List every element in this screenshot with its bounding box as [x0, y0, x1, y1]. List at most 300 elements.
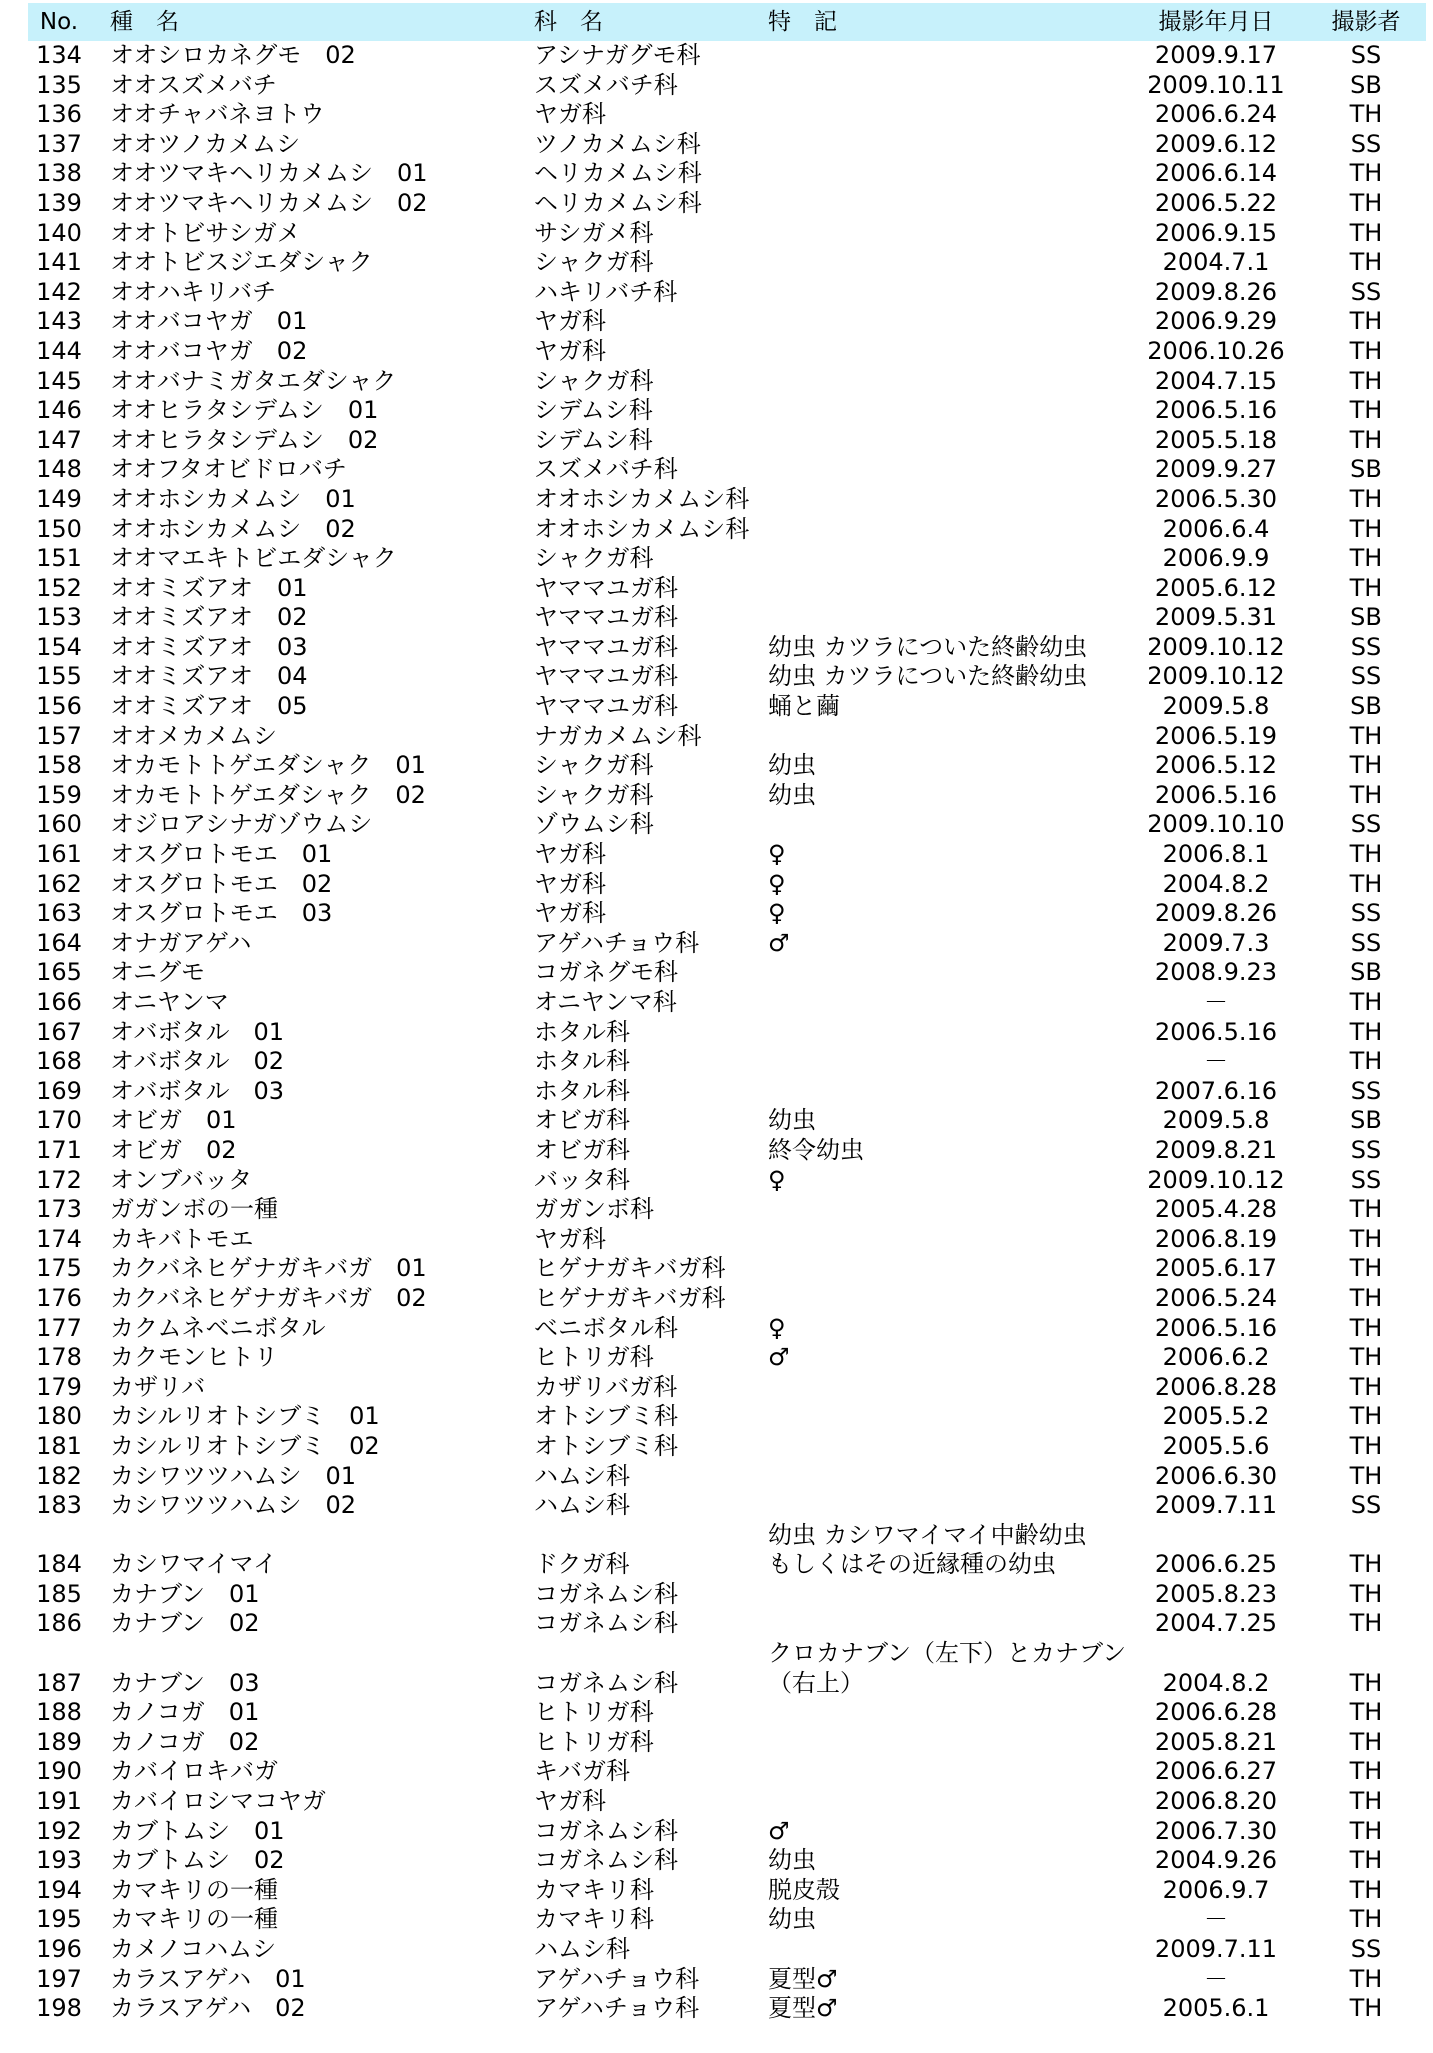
table-row [28, 603, 1426, 633]
cell-date: － [1204, 1964, 1228, 1993]
table-row [28, 1195, 1426, 1225]
cell-family-name: ヒゲナガキバガ科 [534, 1254, 726, 1283]
cell-date: 2005.5.2 [1162, 1402, 1270, 1431]
cell-species-name: カクムネベニボタル [110, 1313, 326, 1342]
cell-family-name: カマキリ科 [534, 1905, 654, 1934]
cell-photographer: TH [1349, 159, 1383, 188]
cell-photographer: TH [1349, 188, 1383, 217]
table-row [28, 307, 1426, 337]
table-row [28, 189, 1426, 219]
table-row [28, 278, 1426, 308]
cell-photographer: TH [1349, 1254, 1383, 1283]
table-row [28, 781, 1426, 811]
cell-no: 187 [36, 1668, 82, 1697]
cell-family-name: ホタル科 [534, 1017, 630, 1046]
cell-photographer: TH [1349, 100, 1383, 129]
cell-species-name: オオトビスジエダシャク [110, 248, 373, 277]
cell-date: 2004.7.25 [1154, 1609, 1278, 1638]
cell-species-name: オオミズアオ 02 [110, 603, 308, 632]
cell-date: 2009.6.12 [1154, 129, 1278, 158]
cell-date: 2006.6.4 [1162, 514, 1270, 543]
cell-photographer: SS [1350, 1935, 1382, 1963]
table-row [28, 929, 1426, 959]
table-row [28, 633, 1426, 663]
table-row [28, 1166, 1426, 1196]
cell-species-name: オバボタル 02 [110, 1047, 285, 1076]
cell-no: 153 [36, 603, 82, 632]
table-row [28, 1698, 1426, 1728]
cell-photographer: SB [1350, 1106, 1382, 1135]
cell-note-line2: （右上） [768, 1668, 864, 1697]
cell-note: 幼虫 [768, 1905, 816, 1934]
cell-family-name: シャクガ科 [534, 366, 654, 395]
table-row [28, 870, 1426, 900]
cell-family-name: ヒトリガ科 [534, 1343, 654, 1372]
cell-photographer: TH [1349, 1994, 1383, 2023]
table-row [28, 1402, 1426, 1432]
cell-species-name: カノコガ 02 [110, 1727, 260, 1756]
cell-date: 2006.8.20 [1154, 1787, 1278, 1816]
cell-species-name: カメノコハムシ [110, 1935, 277, 1963]
cell-family-name: シャクガ科 [534, 544, 654, 573]
cell-photographer: TH [1349, 396, 1383, 425]
cell-family-name: キバガ科 [534, 1757, 630, 1786]
cell-note: 夏型♂ [768, 1964, 838, 1993]
table-row [28, 1580, 1426, 1610]
table-row [28, 662, 1426, 692]
cell-date: 2006.9.9 [1162, 544, 1270, 573]
cell-date: 2006.5.16 [1154, 1313, 1278, 1342]
table-row [28, 1728, 1426, 1758]
cell-no: 142 [36, 277, 82, 306]
cell-photographer: TH [1349, 1816, 1383, 1845]
cell-date: 2006.6.14 [1154, 159, 1278, 188]
table-row [28, 840, 1426, 870]
cell-species-name: オオスズメバチ [110, 70, 277, 99]
cell-family-name: シャクガ科 [534, 751, 654, 780]
cell-no: 145 [36, 366, 82, 395]
cell-date: 2009.5.8 [1162, 692, 1270, 721]
cell-family-name: ヤママユガ科 [534, 692, 678, 721]
cell-no: 192 [36, 1816, 82, 1845]
cell-date: 2006.6.25 [1154, 1550, 1278, 1579]
cell-no: 172 [36, 1165, 82, 1194]
cell-note: 終令幼虫 [768, 1135, 864, 1164]
cell-species-name: カシワツツハムシ 02 [110, 1491, 357, 1520]
cell-photographer: TH [1349, 1698, 1383, 1727]
cell-species-name: ガガンボの一種 [110, 1195, 278, 1224]
cell-species-name: オカモトトゲエダシャク 02 [110, 780, 426, 809]
cell-photographer: SS [1350, 1135, 1382, 1164]
cell-photographer: TH [1349, 1668, 1383, 1697]
cell-family-name: ツノカメムシ科 [534, 129, 701, 158]
cell-note: クロカナブン（左下）とカナブン [768, 1639, 1127, 1668]
cell-date: 2007.6.16 [1154, 1076, 1278, 1105]
table-row [28, 1994, 1426, 2024]
cell-no: 152 [36, 573, 82, 602]
table-row [28, 515, 1426, 545]
cell-no: 173 [36, 1195, 82, 1224]
cell-no: 151 [36, 544, 82, 573]
cell-photographer: TH [1349, 1195, 1383, 1224]
cell-no: 137 [36, 129, 82, 158]
cell-family-name: ヘリカメムシ科 [534, 188, 702, 217]
cell-family-name: ベニボタル科 [534, 1313, 678, 1342]
cell-date: 2004.7.1 [1162, 248, 1270, 277]
cell-species-name: カシワマイマイ [110, 1550, 278, 1579]
cell-note: 夏型♂ [768, 1994, 838, 2023]
cell-no: 144 [36, 336, 82, 365]
cell-species-name: オオミズアオ 05 [110, 692, 308, 721]
cell-no: 178 [36, 1343, 82, 1372]
cell-note-line2: もしくはその近縁種の幼虫 [768, 1550, 1056, 1579]
cell-family-name: ハムシ科 [534, 1461, 630, 1490]
cell-note: ♂ [768, 1816, 790, 1845]
cell-species-name: オオバコヤガ 02 [110, 336, 308, 365]
cell-no: 146 [36, 396, 82, 425]
cell-family-name: オオホシカメムシ科 [534, 484, 750, 513]
cell-no: 175 [36, 1254, 82, 1283]
cell-species-name: オスグロトモエ 02 [110, 869, 333, 898]
cell-no: 134 [36, 41, 82, 69]
cell-date: 2009.7.11 [1154, 1491, 1278, 1520]
cell-note: 蛹と繭 [768, 692, 840, 721]
table-row [28, 1373, 1426, 1403]
cell-family-name: ヤママユガ科 [534, 603, 678, 632]
cell-species-name: カナブン 02 [110, 1609, 260, 1638]
table-row [28, 159, 1426, 189]
cell-family-name: カザリバガ科 [534, 1372, 678, 1401]
table-row [28, 1609, 1426, 1639]
cell-no: 170 [36, 1106, 82, 1135]
cell-family-name: ヤママユガ科 [534, 662, 678, 691]
cell-species-name: オオツマキヘリカメムシ 02 [110, 188, 428, 217]
cell-species-name: オオメカメムシ [110, 721, 278, 750]
cell-family-name: シデムシ科 [534, 425, 653, 454]
cell-date: 2006.6.27 [1154, 1757, 1278, 1786]
cell-date: 2005.8.23 [1154, 1579, 1278, 1608]
cell-family-name: ナガカメムシ科 [534, 721, 702, 750]
cell-no: 164 [36, 928, 82, 957]
cell-photographer: TH [1349, 1224, 1383, 1253]
cell-date: 2009.10.11 [1147, 70, 1285, 99]
cell-note: ♂ [768, 1343, 790, 1372]
cell-photographer: TH [1349, 1905, 1383, 1934]
cell-species-name: カクバネヒゲナガキバガ 01 [110, 1254, 427, 1283]
cell-date: 2005.5.18 [1154, 425, 1278, 454]
cell-no: 156 [36, 692, 82, 721]
cell-photographer: TH [1349, 1579, 1383, 1608]
table-row [28, 1905, 1426, 1935]
cell-family-name: ヤガ科 [534, 869, 606, 898]
cell-no: 163 [36, 899, 82, 928]
table-row [28, 485, 1426, 515]
cell-note: 脱皮殻 [768, 1875, 840, 1904]
cell-note: 幼虫 カシワマイマイ中齢幼虫 [768, 1520, 1087, 1549]
cell-no: 148 [36, 455, 82, 484]
cell-date: － [1204, 1905, 1228, 1934]
cell-date: 2009.10.12 [1147, 1165, 1285, 1194]
cell-no: 180 [36, 1402, 82, 1431]
table-row [28, 1343, 1426, 1373]
table-row [28, 71, 1426, 101]
cell-photographer: TH [1349, 1047, 1383, 1076]
cell-family-name: コガネムシ科 [534, 1609, 678, 1638]
table-row [28, 130, 1426, 160]
table-row [28, 1077, 1426, 1107]
cell-date: 2006.5.19 [1154, 721, 1278, 750]
table-row [28, 1106, 1426, 1136]
cell-note: ♀ [768, 899, 786, 928]
table-row [28, 722, 1426, 752]
cell-no: 150 [36, 514, 82, 543]
cell-species-name: オスグロトモエ 01 [110, 840, 333, 869]
cell-no: 185 [36, 1579, 82, 1608]
table-row [28, 337, 1426, 367]
table-row [28, 1639, 1426, 1698]
cell-species-name: オオホシカメムシ 01 [110, 484, 356, 513]
cell-family-name: ヒトリガ科 [534, 1698, 654, 1727]
table-row [28, 455, 1426, 485]
table-row [28, 1521, 1426, 1580]
cell-no: 166 [36, 988, 82, 1016]
cell-family-name: スズメバチ科 [534, 70, 678, 99]
cell-species-name: カザリバ [110, 1372, 206, 1401]
cell-no: 186 [36, 1609, 82, 1638]
cell-date: 2008.9.23 [1154, 958, 1278, 987]
cell-date: 2009.5.31 [1154, 603, 1278, 632]
cell-date: 2005.6.17 [1154, 1254, 1278, 1283]
cell-photographer: TH [1349, 573, 1383, 602]
table-row [28, 751, 1426, 781]
cell-no: 191 [36, 1787, 82, 1816]
cell-no: 169 [36, 1076, 82, 1105]
cell-family-name: ヤママユガ科 [534, 573, 678, 602]
cell-photographer: TH [1349, 366, 1383, 395]
cell-species-name: オオツマキヘリカメムシ 01 [110, 159, 428, 188]
cell-date: 2005.4.28 [1154, 1195, 1278, 1224]
cell-family-name: コガネムシ科 [534, 1846, 678, 1875]
table-row [28, 1817, 1426, 1847]
table-row [28, 899, 1426, 929]
cell-no: 162 [36, 869, 82, 898]
cell-species-name: カナブン 01 [110, 1579, 260, 1608]
cell-note: 幼虫 [768, 751, 816, 780]
cell-photographer: SS [1350, 129, 1382, 158]
cell-note: ♂ [768, 928, 790, 957]
cell-family-name: オトシブミ科 [534, 1402, 678, 1431]
cell-date: 2009.9.17 [1154, 41, 1278, 69]
table-row [28, 988, 1426, 1018]
cell-photographer: SB [1350, 958, 1382, 987]
cell-species-name: オニヤンマ [110, 988, 229, 1016]
cell-family-name: スズメバチ科 [534, 455, 678, 484]
cell-date: 2005.5.6 [1162, 1431, 1270, 1460]
cell-date: 2004.9.26 [1154, 1846, 1278, 1875]
cell-date: 2006.8.19 [1154, 1224, 1278, 1253]
cell-family-name: コガネムシ科 [534, 1579, 678, 1608]
cell-no: 171 [36, 1135, 82, 1164]
cell-species-name: カキバトモエ [110, 1224, 254, 1253]
cell-no: 139 [36, 188, 82, 217]
cell-species-name: カブトムシ 01 [110, 1816, 285, 1845]
cell-species-name: オカモトトゲエダシャク 01 [110, 751, 426, 780]
table-row [28, 1314, 1426, 1344]
cell-family-name: アゲハチョウ科 [534, 1964, 700, 1993]
table-row [28, 367, 1426, 397]
cell-species-name: カシワツツハムシ 01 [110, 1461, 357, 1490]
cell-no: 140 [36, 218, 82, 247]
cell-photographer: TH [1349, 514, 1383, 543]
cell-date: 2006.6.2 [1162, 1343, 1270, 1372]
cell-no: 190 [36, 1757, 82, 1786]
cell-photographer: SS [1350, 899, 1382, 928]
cell-date: 2006.5.24 [1154, 1283, 1278, 1312]
cell-family-name: アゲハチョウ科 [534, 1994, 700, 2023]
cell-family-name: ヤママユガ科 [534, 632, 678, 661]
cell-species-name: オオマエキトビエダシャク [110, 544, 397, 573]
cell-date: 2006.9.7 [1162, 1875, 1270, 1904]
table-row [28, 544, 1426, 574]
cell-species-name: オオツノカメムシ [110, 129, 301, 158]
cell-no: 147 [36, 425, 82, 454]
cell-note: 幼虫 [768, 780, 816, 809]
cell-species-name: カシルリオトシブミ 02 [110, 1431, 380, 1460]
cell-date: 2004.8.2 [1162, 869, 1270, 898]
cell-no: 183 [36, 1491, 82, 1520]
table-row [28, 1935, 1426, 1965]
cell-family-name: オトシブミ科 [534, 1431, 678, 1460]
cell-date: 2006.9.15 [1154, 218, 1278, 247]
header-note: 特 記 [768, 9, 837, 35]
cell-photographer: TH [1349, 1283, 1383, 1312]
cell-date: － [1204, 988, 1228, 1016]
cell-species-name: カクモンヒトリ [110, 1343, 278, 1372]
cell-photographer: TH [1349, 1402, 1383, 1431]
cell-photographer: TH [1349, 1757, 1383, 1786]
cell-date: 2005.6.12 [1154, 573, 1278, 602]
cell-no: 161 [36, 840, 82, 869]
cell-no: 182 [36, 1461, 82, 1490]
cell-family-name: ヤガ科 [534, 1224, 606, 1253]
cell-date: 2009.9.27 [1154, 455, 1278, 484]
species-table [28, 3, 1426, 2024]
cell-no: 136 [36, 100, 82, 129]
cell-no: 198 [36, 1994, 82, 2023]
table-row [28, 396, 1426, 426]
cell-no: 157 [36, 721, 82, 750]
cell-family-name: シャクガ科 [534, 248, 654, 277]
cell-photographer: TH [1349, 218, 1383, 247]
table-row [28, 1787, 1426, 1817]
cell-family-name: アゲハチョウ科 [534, 928, 700, 957]
cell-date: 2006.8.28 [1154, 1372, 1278, 1401]
table-row [28, 1757, 1426, 1787]
cell-species-name: カラスアゲハ 02 [110, 1994, 306, 2023]
table-row [28, 219, 1426, 249]
cell-species-name: オナガアゲハ [110, 928, 252, 957]
cell-species-name: オオヒラタシデムシ 01 [110, 396, 379, 425]
cell-species-name: オオハキリバチ [110, 277, 277, 306]
cell-family-name: ホタル科 [534, 1076, 630, 1105]
cell-note: 幼虫 [768, 1106, 816, 1135]
cell-note: 幼虫 [768, 1846, 816, 1875]
cell-species-name: オオチャバネヨトウ [110, 100, 325, 129]
table-row [28, 1965, 1426, 1995]
cell-no: 181 [36, 1431, 82, 1460]
cell-note: ♀ [768, 1165, 786, 1194]
cell-no: 174 [36, 1224, 82, 1253]
cell-photographer: TH [1349, 1609, 1383, 1638]
cell-species-name: カバイロシマコヤガ [110, 1787, 326, 1816]
cell-family-name: ハキリバチ科 [534, 277, 678, 306]
cell-date: 2005.8.21 [1154, 1727, 1278, 1756]
cell-photographer: SS [1350, 1076, 1382, 1105]
cell-date: 2006.6.24 [1154, 100, 1278, 129]
cell-family-name: ゾウムシ科 [534, 810, 654, 839]
cell-no: 141 [36, 248, 82, 277]
table-row [28, 1018, 1426, 1048]
cell-photographer: TH [1349, 1550, 1383, 1579]
cell-family-name: ドクガ科 [534, 1550, 630, 1579]
cell-date: 2009.7.11 [1154, 1935, 1278, 1963]
header-no: No. [39, 9, 79, 35]
cell-photographer: TH [1349, 780, 1383, 809]
cell-species-name: カラスアゲハ 01 [110, 1964, 306, 1993]
table-row [28, 100, 1426, 130]
cell-species-name: オバボタル 03 [110, 1076, 285, 1105]
cell-species-name: オオミズアオ 04 [110, 662, 308, 691]
header-family-name: 科 名 [534, 9, 603, 35]
cell-date: 2004.7.15 [1154, 366, 1278, 395]
cell-no: 159 [36, 780, 82, 809]
cell-photographer: SS [1350, 632, 1382, 661]
cell-note: 幼虫 カツラについた終齢幼虫 [768, 632, 1088, 661]
cell-family-name: ヤガ科 [534, 336, 606, 365]
cell-date: 2006.6.28 [1154, 1698, 1278, 1727]
cell-photographer: TH [1349, 425, 1383, 454]
table-row [28, 248, 1426, 278]
cell-family-name: ヘリカメムシ科 [534, 159, 702, 188]
cell-photographer: TH [1349, 751, 1383, 780]
cell-species-name: カシルリオトシブミ 01 [110, 1402, 380, 1431]
cell-note: 幼虫 カツラについた終齢幼虫 [768, 662, 1088, 691]
cell-photographer: TH [1349, 307, 1383, 336]
cell-date: 2009.10.12 [1147, 662, 1285, 691]
cell-photographer: TH [1349, 1787, 1383, 1816]
table-row [28, 1846, 1426, 1876]
cell-species-name: カナブン 03 [110, 1668, 260, 1697]
cell-species-name: カノコガ 01 [110, 1698, 260, 1727]
cell-family-name: ヤガ科 [534, 307, 606, 336]
cell-species-name: オオバナミガタエダシャク [110, 366, 397, 395]
cell-photographer: TH [1349, 248, 1383, 277]
cell-species-name: オオミズアオ 01 [110, 573, 308, 602]
header-species-name: 種 名 [110, 9, 179, 35]
cell-family-name: オオホシカメムシ科 [534, 514, 750, 543]
cell-species-name: カクバネヒゲナガキバガ 02 [110, 1283, 427, 1312]
cell-photographer: TH [1349, 721, 1383, 750]
cell-photographer: TH [1349, 1875, 1383, 1904]
cell-date: 2006.5.30 [1154, 484, 1278, 513]
cell-family-name: ヤガ科 [534, 840, 606, 869]
cell-species-name: オジロアシナガゾウムシ [110, 810, 373, 839]
cell-family-name: ガガンボ科 [534, 1195, 654, 1224]
cell-family-name: ヒゲナガキバガ科 [534, 1283, 726, 1312]
cell-photographer: SB [1350, 455, 1382, 484]
table-row [28, 1136, 1426, 1166]
cell-family-name: カマキリ科 [534, 1875, 654, 1904]
